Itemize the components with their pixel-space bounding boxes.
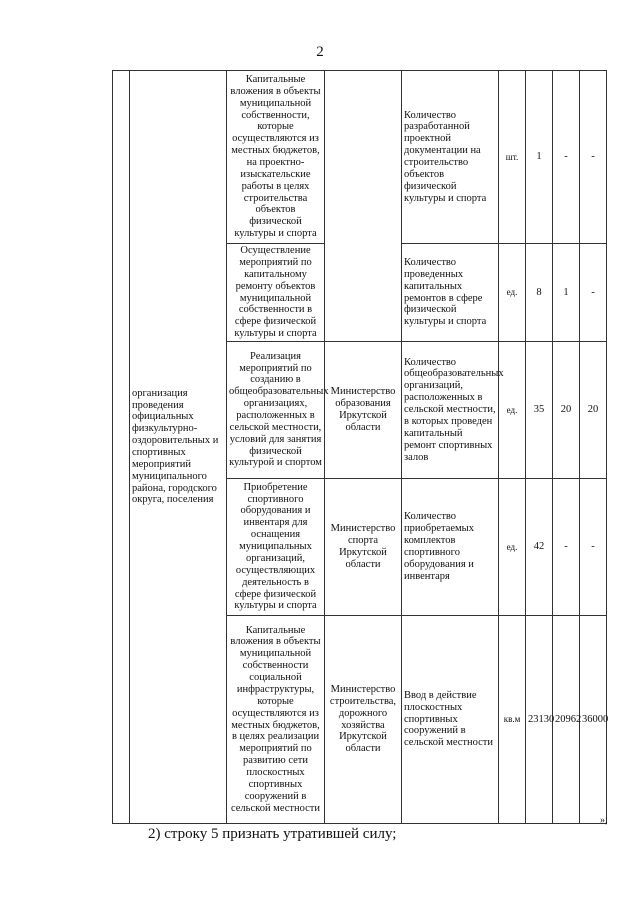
closing-quote: »;	[600, 815, 608, 826]
value-cell: 20	[580, 342, 607, 479]
page-number: 2	[316, 44, 324, 60]
value-cell: -	[580, 479, 607, 616]
first-column-cell: организация проведения официальных физкультурно-оздоровительных и спортивных мероприятий муниципального района, городского округа, поселения	[130, 71, 227, 824]
footer-paragraph: 2) строку 5 признать утратившей силу;	[148, 826, 397, 842]
value-cell: 1	[553, 244, 580, 342]
unit-cell: шт.	[499, 71, 526, 244]
indicator-cell: Количество общеобразовательных организаций, расположенных в сельской местности, в которых проведен капитальный ремонт спортивных залов	[402, 342, 499, 479]
document-table	[112, 70, 607, 824]
value-cell: 20962	[553, 616, 580, 824]
measure-cell: Осуществление мероприятий по капитальному ремонту объектов муниципальной собственности в сфере физической культуры и спорта	[227, 244, 325, 342]
value-cell: 35	[526, 342, 553, 479]
value-cell: -	[553, 479, 580, 616]
indicator-cell: Количество приобретаемых комплектов спортивного оборудования и инвентаря	[402, 479, 499, 616]
measure-cell: Капитальные вложения в объекты муниципальной собственности социальной инфраструктуры, которые осуществляются из местных бюджетов, в целях реализации мероприятий по развитию сети плоскостных спортивных сооружений в сельской местности	[227, 616, 325, 824]
unit-cell: кв.м	[499, 616, 526, 824]
indicator-cell: Количество разработанной проектной документации на строительство объектов физической культуры и спорта	[402, 71, 499, 244]
value-cell: 20	[553, 342, 580, 479]
value-cell: 1	[526, 71, 553, 244]
executor-cell: Министерство строительства, дорожного хозяйства Иркутской области	[325, 616, 402, 824]
executor-cell: Министерство спорта Иркутской области	[325, 479, 402, 616]
value-cell: 8	[526, 244, 553, 342]
value-cell: -	[553, 71, 580, 244]
value-cell: 23130	[526, 616, 553, 824]
row-number-cell	[113, 71, 130, 824]
executor-cell: Министерство образования Иркутской области	[325, 342, 402, 479]
measure-cell: Реализация мероприятий по созданию в общеобразовательных организациях, расположенных в сельской местности, условий для занятия физической культурой и спортом	[227, 342, 325, 479]
unit-cell: ед.	[499, 244, 526, 342]
value-cell: -	[580, 71, 607, 244]
table-row	[113, 71, 607, 244]
value-cell: 42	[526, 479, 553, 616]
executor-cell	[325, 71, 402, 342]
measure-cell: Приобретение спортивного оборудования и инвентаря для оснащения муниципальных организаций, осуществляющих деятельность в сфере физической культуры и спорта	[227, 479, 325, 616]
indicator-cell: Количество проведенных капитальных ремонтов в сфере физической культуры и спорта	[402, 244, 499, 342]
value-cell: -	[580, 244, 607, 342]
indicator-cell: Ввод в действие плоскостных спортивных сооружений в сельской местности	[402, 616, 499, 824]
unit-cell: ед.	[499, 342, 526, 479]
value-cell: 36000	[580, 616, 607, 824]
measure-cell: Капитальные вложения в объекты муниципальной собственности, которые осуществляются из местных бюджетов, на проектно-изыскательские работы в целях строительства объектов физической культуры и спорта	[227, 71, 325, 244]
unit-cell: ед.	[499, 479, 526, 616]
